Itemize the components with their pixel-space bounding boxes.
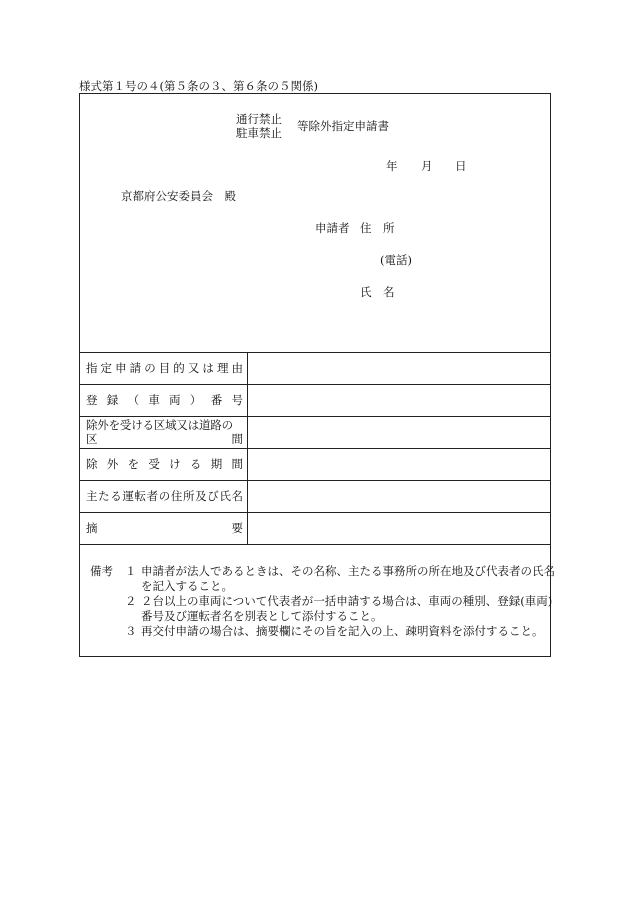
table-row-divider — [80, 512, 550, 513]
note-text: 申請者が法人であるときは、その名称、主たる事務所の所在地及び代表者の氏名 — [141, 564, 555, 578]
note-number: １ — [125, 564, 137, 578]
form-number-header: 様式第１号の４(第５条の３、第６条の５関係) — [79, 79, 318, 93]
table-row-divider — [80, 448, 550, 449]
addressee: 京都府公安委員会 殿 — [121, 189, 236, 203]
application-form — [79, 93, 555, 657]
note-text: ２台以上の車両について代表者が一括申請する場合は、車両の種別、登録(車両) — [141, 594, 553, 608]
notes-heading: 備考 — [90, 564, 113, 578]
date-year-label: 年 — [386, 159, 398, 173]
table-column-divider — [247, 352, 248, 544]
applicant-phone-label: (電話) — [380, 253, 412, 267]
area-road-section-field[interactable] — [252, 425, 544, 439]
main-driver-field[interactable] — [252, 489, 544, 503]
row-label-remarks: 摘要 — [86, 521, 243, 535]
note-item-2 — [90, 594, 555, 609]
row-label-area-road-section — [86, 418, 243, 446]
table-row-divider — [80, 416, 550, 417]
date-day-label: 日 — [455, 159, 467, 173]
note-number: ３ — [125, 624, 137, 638]
registration-number-field[interactable] — [252, 393, 544, 407]
notes-section — [90, 564, 555, 639]
note-item-1 — [90, 564, 555, 579]
applicant-address-label: 住 所 — [360, 221, 395, 235]
applicant-label: 申請者 — [315, 221, 350, 235]
note-text-continued: を記入すること。 — [141, 579, 233, 593]
note-item-3 — [90, 624, 555, 639]
title-option-traffic-ban: 通行禁止 — [236, 112, 282, 126]
date-month-label: 月 — [421, 159, 433, 173]
table-bottom-border — [80, 544, 550, 545]
title-option-parking-ban: 駐車禁止 — [236, 126, 282, 140]
table-row-divider — [80, 480, 550, 481]
row-label-exemption-period: 除外を受ける期間 — [86, 457, 243, 471]
remarks-field[interactable] — [252, 521, 544, 535]
applicant-name-label: 氏 名 — [360, 285, 395, 299]
table-top-border — [80, 352, 550, 353]
exemption-period-field[interactable] — [252, 457, 544, 471]
row-label-main-driver: 主たる運転者の住所及び氏名 — [86, 489, 243, 503]
form-title: 等除外指定申請書 — [297, 119, 389, 133]
note-text: 再交付申請の場合は、摘要欄にその旨を記入の上、疎明資料を添付すること。 — [141, 624, 544, 638]
note-text-continued: 番号及び運転者名を別表として添付すること。 — [141, 609, 383, 623]
row-label-area-line2: 区間 — [86, 432, 243, 446]
purpose-field[interactable] — [252, 361, 544, 375]
note-number: ２ — [125, 594, 137, 608]
row-label-purpose: 指定申請の目的又は理由 — [86, 361, 243, 375]
row-label-area-line1: 除外を受ける区域又は道路の — [86, 418, 233, 432]
table-row-divider — [80, 384, 550, 385]
row-label-registration-number: 登録（車両）番号 — [86, 393, 243, 407]
